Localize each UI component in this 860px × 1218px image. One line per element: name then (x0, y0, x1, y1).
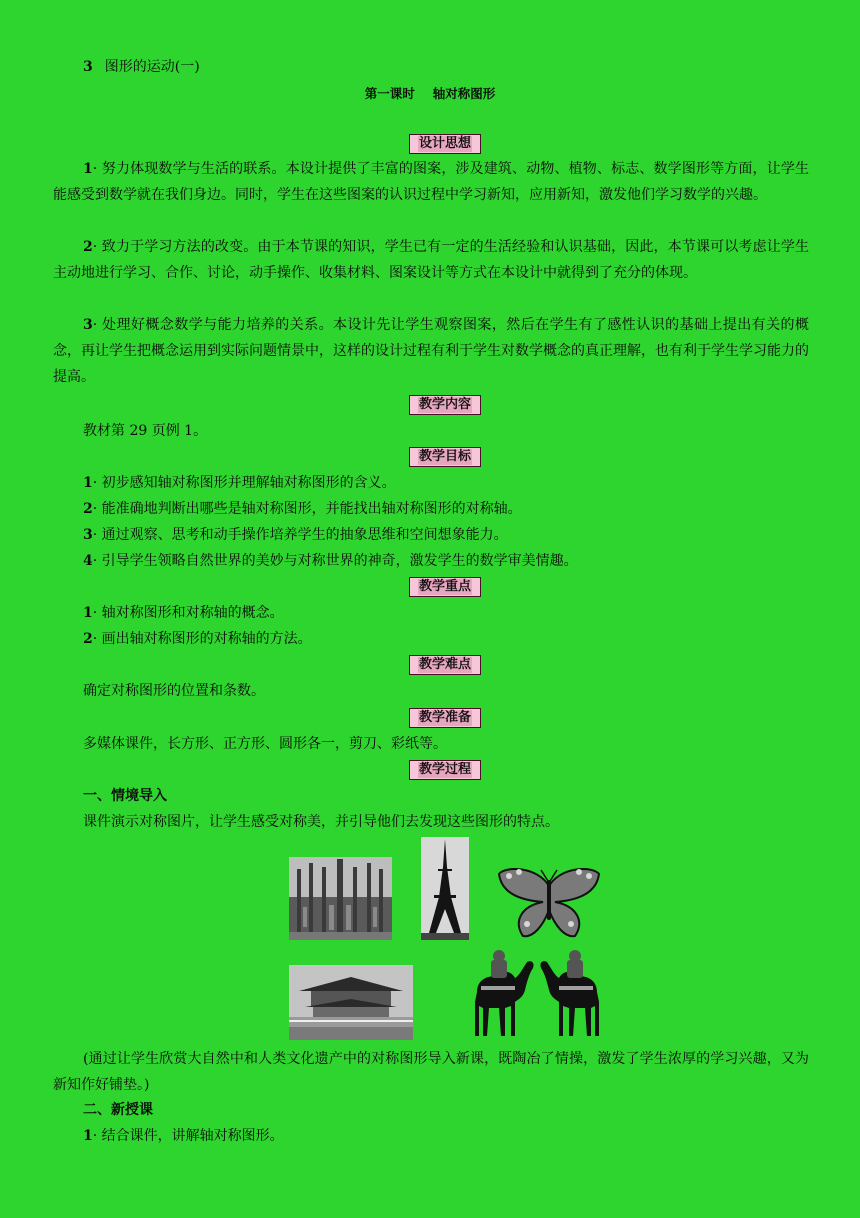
key-point-2 (83, 629, 312, 649)
butterfly-photo (497, 866, 601, 940)
chapter-heading (83, 56, 200, 76)
item-text: · 通过观察、思考和动手操作培养学生的抽象思维和空间想象能力。 (92, 527, 508, 543)
badge-design-idea (409, 134, 481, 154)
palace-photo (289, 965, 413, 1040)
key-point-1 (83, 603, 284, 623)
item-text: · 能准确地判断出哪些是轴对称图形，并能找出轴对称图形的对称轴。 (92, 501, 522, 517)
process-note (53, 1046, 809, 1098)
badge-text: 设计思想 (418, 136, 471, 151)
item-number: 1 (83, 605, 93, 621)
content-text: 教材第 29 页例 1。 (83, 423, 208, 439)
goal-4 (83, 551, 578, 571)
design-point-3 (53, 312, 809, 390)
prep-text: 多媒体课件，长方形、正方形、圆形各一，剪刀、彩纸等。 (83, 736, 447, 752)
design-point-2 (53, 234, 809, 286)
badge-teaching-content (409, 395, 481, 415)
item-text: · 轴对称图形和对称轴的概念。 (92, 605, 284, 621)
badge-text: 教学难点 (418, 657, 471, 672)
difficult-text: 确定对称图形的位置和条数。 (83, 683, 265, 699)
lesson-title (0, 84, 860, 102)
lesson-name: 轴对称图形 (432, 86, 496, 101)
chapter-title: 图形的运动(一) (104, 59, 200, 75)
item-number: 1 (83, 1128, 93, 1144)
badge-key-points (409, 577, 481, 597)
badge-text: 教学过程 (418, 762, 471, 777)
item-number: 3 (83, 317, 93, 333)
item-number: 2 (83, 239, 93, 255)
camels-photo (471, 946, 603, 1040)
goal-3 (83, 525, 508, 545)
badge-teaching-goals (409, 447, 481, 467)
item-number: 4 (83, 553, 93, 569)
note-text: (通过让学生欣赏大自然中和人类文化遗产中的对称图形导入新课，既陶冶了情操，激发了学生浓厚的学习兴趣，又为新知作好铺垫。) (53, 1051, 809, 1093)
lesson-period: 第一课时 (364, 86, 415, 101)
badge-text: 教学准备 (418, 710, 471, 725)
cathedral-photo (289, 857, 392, 940)
item-text: · 结合课件，讲解轴对称图形。 (92, 1128, 284, 1144)
badge-preparation (409, 708, 481, 728)
goal-2 (83, 499, 522, 519)
badge-difficult-points (409, 655, 481, 675)
item-text: · 致力于学习方法的改变。由于本节课的知识，学生已有一定的生活经验和认识基础，因此，本节课可以考虑让学生主动地进行学习、合作、讨论，动手操作、收集材料、图案设计等方式在本设计中就得到了充分的体现。 (53, 239, 809, 281)
eiffel-tower-photo (421, 837, 469, 940)
badge-text: 教学重点 (418, 579, 471, 594)
item-number: 2 (83, 501, 93, 517)
item-text: · 初步感知轴对称图形并理解轴对称图形的含义。 (92, 475, 396, 491)
section-intro-title: 一、情境导入 (83, 788, 167, 804)
item-number: 1 (83, 475, 93, 491)
chapter-number: 3 (83, 59, 93, 75)
goal-1 (83, 473, 396, 493)
badge-text: 教学内容 (418, 397, 471, 412)
badge-text: 教学目标 (418, 449, 471, 464)
new-lesson-step-1 (83, 1126, 284, 1146)
item-text: · 处理好概念数学与能力培养的关系。本设计先让学生观察图案，然后在学生有了感性认识的基础上提出有关的概念，再让学生把概念运用到实际问题情景中，这样的设计过程有利于学生对数学概念的真正理解，也有利于学生学习能力的提高。 (53, 317, 809, 385)
design-point-1 (53, 156, 809, 208)
section-new-lesson-title: 二、新授课 (83, 1102, 153, 1118)
item-number: 2 (83, 631, 93, 647)
item-number: 3 (83, 527, 93, 543)
item-text: · 引导学生领略自然世界的美妙与对称世界的神奇，激发学生的数学审美情趣。 (92, 553, 578, 569)
section-intro-text: 课件演示对称图片，让学生感受对称美，并引导他们去发现这些图形的特点。 (83, 814, 559, 830)
item-text: · 努力体现数学与生活的联系。本设计提供了丰富的图案，涉及建筑、动物、植物、标志、数学图形等方面，让学生能感受到数学就在我们身边。同时，学生在这些图案的认识过程中学习新知，应用新知，激发他们学习数学的兴趣。 (53, 161, 809, 203)
badge-teaching-process (409, 760, 481, 780)
item-text: · 画出轴对称图形的对称轴的方法。 (92, 631, 312, 647)
item-number: 1 (83, 161, 93, 177)
